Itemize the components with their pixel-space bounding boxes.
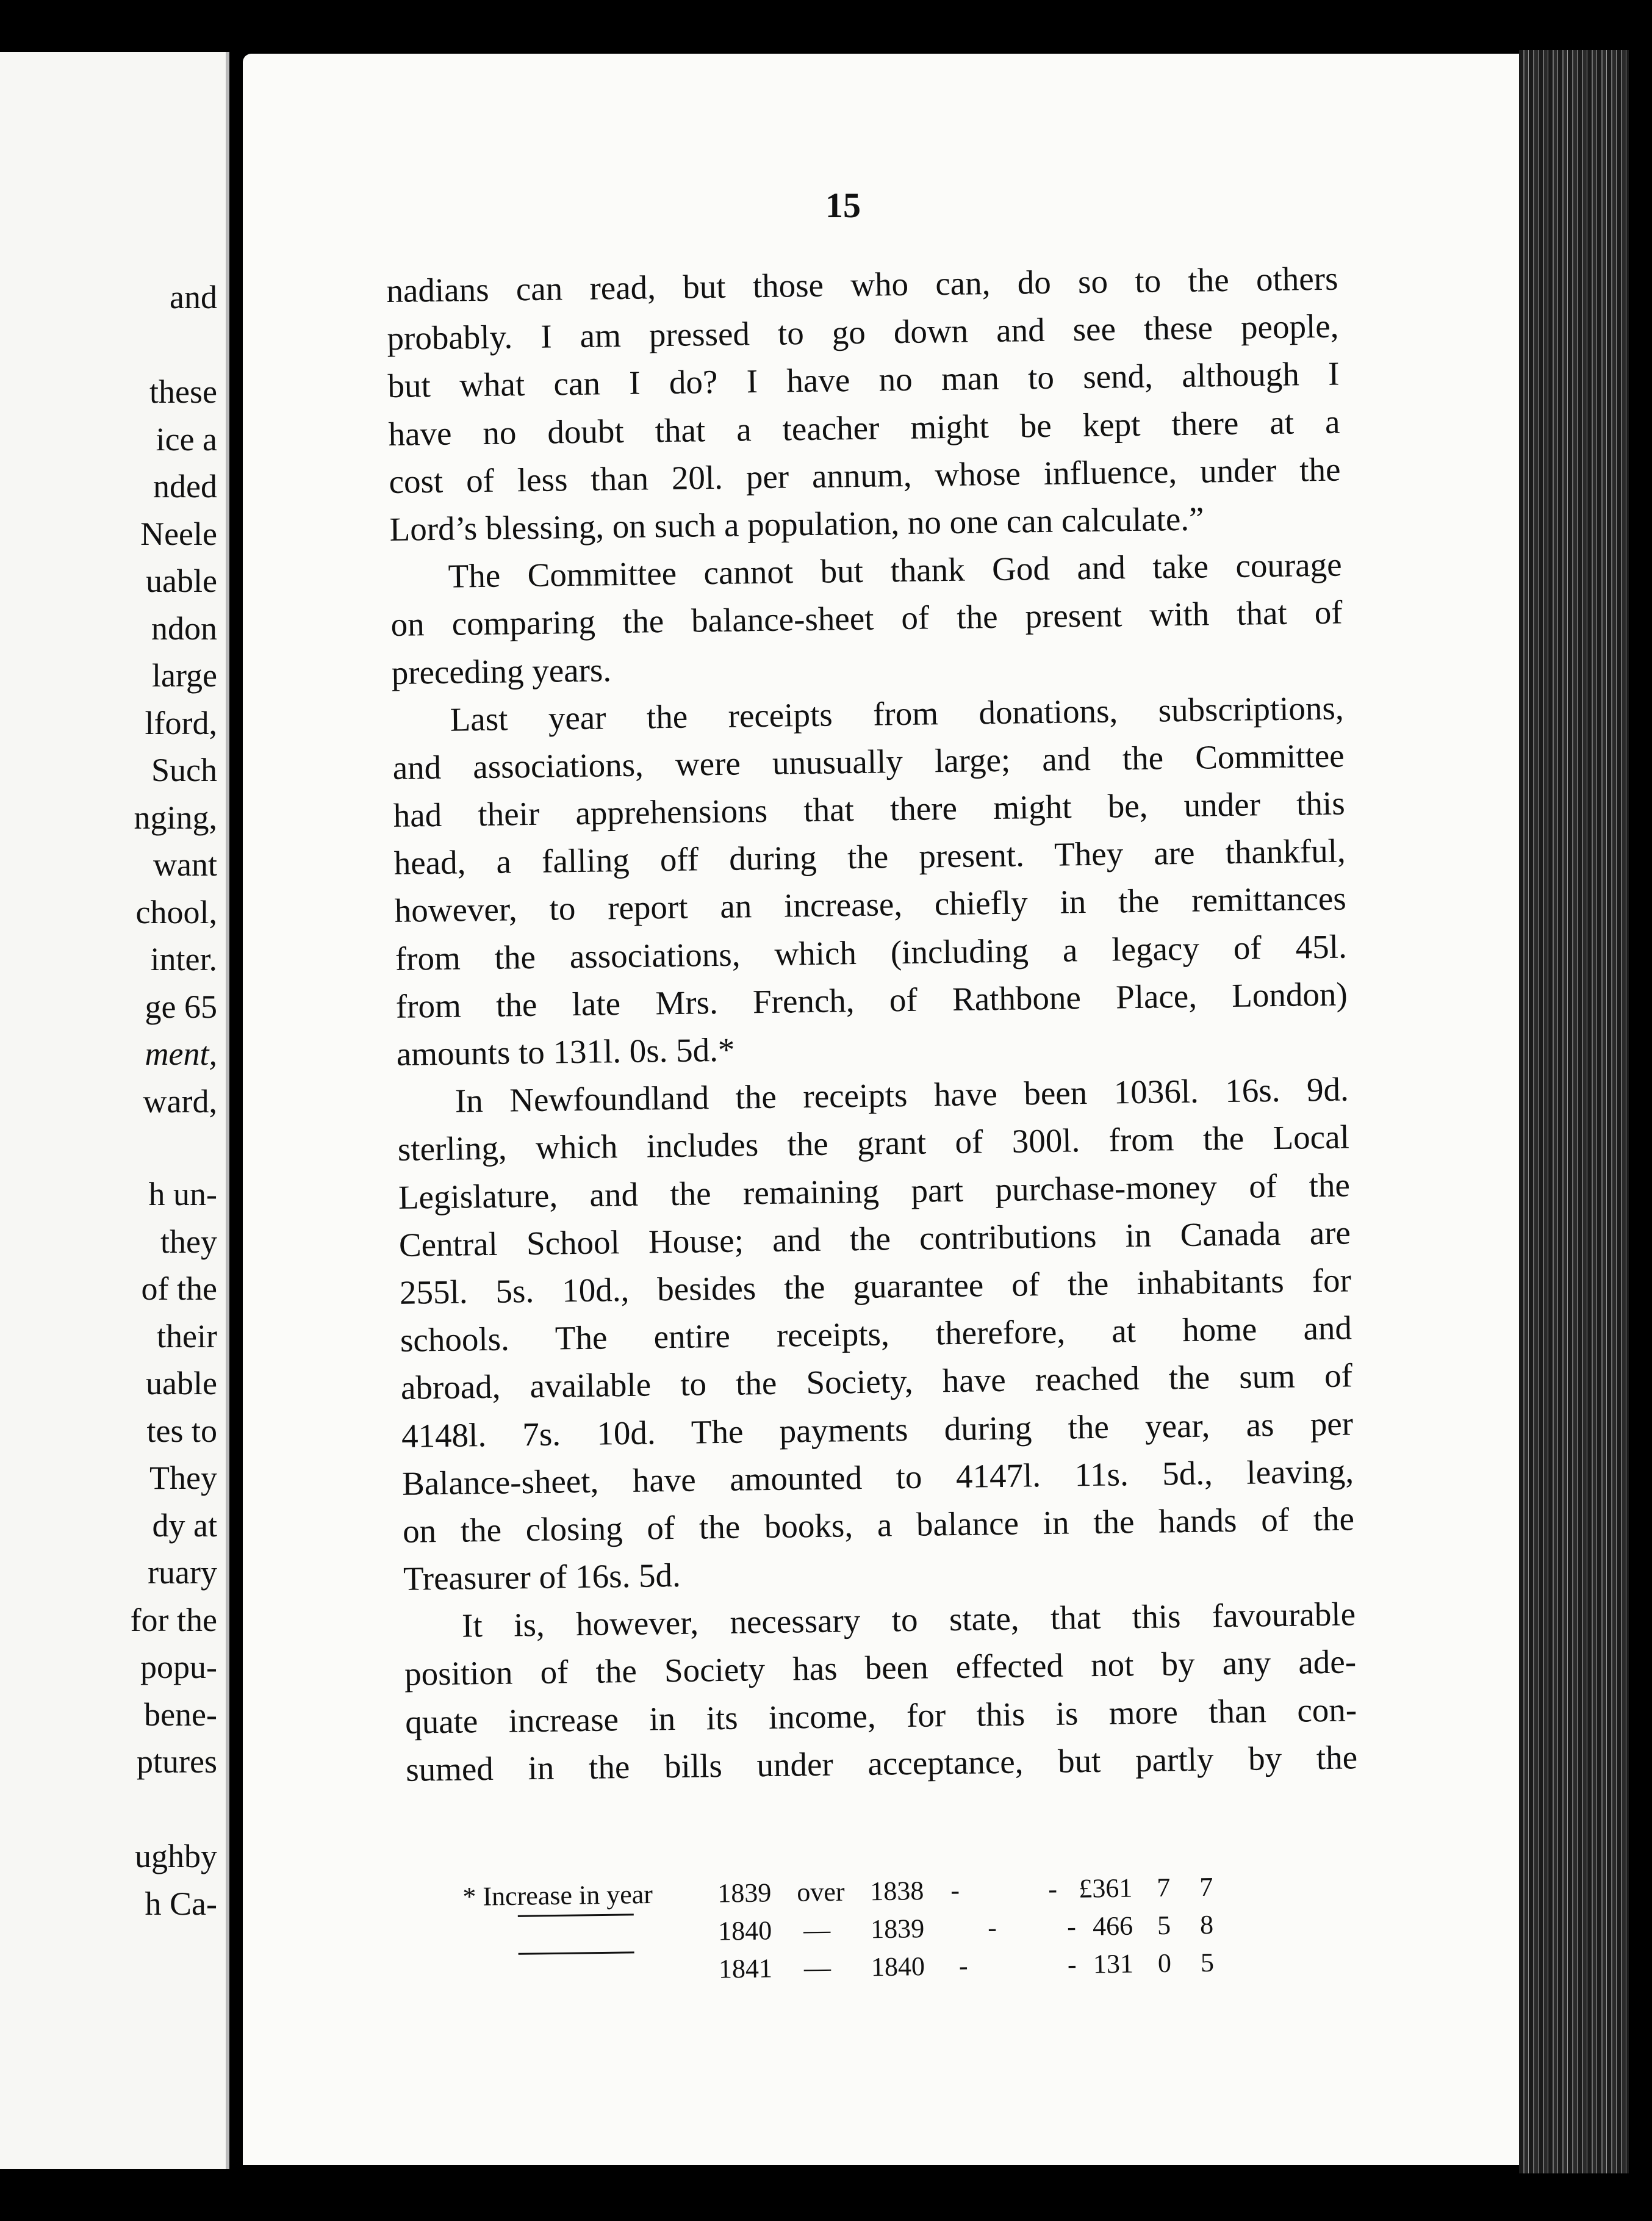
text-line: The Committee cannot but thank God and take courage (448, 545, 1342, 595)
footnote-year: 1840 (717, 1915, 772, 1946)
text-line: abroad, available to the Society, have reached the sum of (400, 1356, 1353, 1407)
left-page-fragment: ruary (148, 1554, 217, 1591)
text-line: amounts to 131l. 0s. 5d.* (396, 1031, 735, 1073)
text-line: from the late Mrs. French, of Rathbone Place, London) (395, 975, 1348, 1025)
left-page-fragment: ice a (156, 421, 217, 458)
left-page-fragment: ughby (135, 1838, 217, 1874)
footnote-dash: - (1067, 1949, 1077, 1980)
footnote-prev: 1839 (870, 1913, 925, 1945)
text-line: 4148l. 7s. 10d. The payments during the year, as per (401, 1404, 1354, 1455)
left-page-fragment: uable (146, 563, 217, 599)
left-page-fragment: ward, (143, 1083, 217, 1120)
text-line: Last year the receipts from donations, subscriptions, (450, 689, 1344, 738)
left-page-fragment: Such (151, 752, 217, 788)
footnote-prev: 1838 (870, 1876, 924, 1907)
body-text (386, 255, 1358, 1794)
text-line: on comparing the balance-sheet of the present with that of (390, 593, 1343, 644)
footnote-prev: 1840 (871, 1951, 925, 1982)
left-page-fragment: ment, (145, 1035, 217, 1072)
footnote-amount: 131 (1093, 1948, 1134, 1979)
left-page (0, 52, 229, 2169)
text-line: It is, however, necessary to state, that this favourable (461, 1595, 1356, 1644)
page-edges (1519, 50, 1629, 2173)
left-page-fragment: nded (153, 468, 217, 505)
left-page-fragment: chool, (135, 894, 217, 931)
text-line: In Newfoundland the receipts have been 1036l. 16s. 9d. (454, 1070, 1349, 1120)
left-page-fragment: inter. (150, 941, 217, 977)
footnote-dash: - (1066, 1911, 1077, 1942)
text-line: preceding years. (391, 650, 612, 691)
footnote (462, 1868, 1257, 1992)
left-page-fragment: h Ca- (145, 1885, 217, 1922)
text-line: from the associations, which (including a legacy of 45l. (395, 927, 1348, 977)
footnote-dash: - (1047, 1874, 1058, 1904)
left-page-fragment: uable (146, 1365, 217, 1402)
text-line: and associations, were unusually large; and the Committee (392, 736, 1345, 787)
footnote-year: 1841 (718, 1953, 773, 1984)
left-page-fragment: nging, (134, 799, 217, 836)
text-line: sterling, which includes the grant of 300l. from the Local (397, 1118, 1350, 1168)
left-page-fragment: They (149, 1460, 217, 1496)
left-page-fragment: they (160, 1223, 217, 1260)
footnote-pence: 5 (1200, 1947, 1215, 1978)
text-line: probably. I am pressed to go down and see these people, (387, 307, 1339, 358)
footnote-pence: 8 (1199, 1909, 1214, 1940)
left-page-fragment: these (149, 373, 217, 410)
left-page-fragment: ge 65 (145, 988, 217, 1025)
footnote-dash: - (958, 1951, 968, 1981)
text-line: Central School House; and the contributions in Canada are (398, 1214, 1351, 1264)
text-line: position of the Society has been effected not by any ade- (404, 1643, 1357, 1693)
text-line: but what can I do? I have no man to send, although I (387, 355, 1340, 405)
footnote-sep: — (803, 1915, 831, 1945)
text-line: however, to report an increase, chiefly in the remittances (394, 879, 1347, 930)
left-page-fragment: h un- (148, 1176, 217, 1212)
page-number: 15 (825, 185, 861, 225)
left-page-fragment: tes to (146, 1413, 217, 1449)
text-line: on the closing of the books, a balance in the hands of the (402, 1500, 1355, 1550)
footnote-dash: - (987, 1912, 997, 1943)
text-line: Legislature, and the remaining part purchase-money of the (398, 1166, 1351, 1216)
footnote-shillings: 7 (1156, 1872, 1171, 1903)
text-line: head, a falling off during the present. They are thankful, (393, 832, 1346, 882)
left-page-fragment: popu- (140, 1649, 217, 1685)
left-page-fragment: for the (130, 1602, 217, 1638)
text-line: Treasurer of 16s. 5d. (403, 1556, 681, 1597)
left-page-fragment: bene- (144, 1696, 217, 1733)
left-page-fragment: ptures (137, 1743, 217, 1780)
footnote-dash: - (950, 1875, 960, 1906)
text-line: have no doubt that a teacher might be kept there at a (388, 403, 1340, 453)
footnote-label: * Increase in year (462, 1879, 653, 1912)
footnote-shillings: 5 (1157, 1910, 1171, 1941)
left-page-fragment: lford, (145, 705, 217, 741)
footnote-amount: 466 (1092, 1910, 1133, 1942)
footnote-amount: £361 (1078, 1873, 1133, 1904)
left-page-fragment: dy at (152, 1507, 217, 1544)
left-page-fragment: Neele (140, 516, 217, 552)
right-page (243, 54, 1525, 2165)
left-page-fragment: want (153, 846, 217, 883)
text-line: cost of less than 20l. per annum, whose influence, under the (389, 450, 1341, 500)
footnote-sep: over (797, 1876, 845, 1907)
footnote-pence: 7 (1199, 1871, 1213, 1902)
footnote-sep: — (803, 1953, 831, 1983)
left-page-fragment: ndon (151, 610, 217, 647)
text-line: Lord’s blessing, on such a population, no one can calculate.” (389, 500, 1204, 548)
text-line: nadians can read, but those who can, do so to the others (386, 259, 1338, 309)
text-line: schools. The entire receipts, therefore, at home and (400, 1309, 1352, 1359)
text-line: sumed in the bills under acceptance, but partly by the (405, 1738, 1358, 1788)
left-page-fragment: large (152, 657, 217, 694)
left-page-fragment: and (170, 279, 217, 315)
text-line: quate increase in its income, for this is more than con- (404, 1691, 1357, 1741)
footnote-year: 1839 (717, 1877, 772, 1909)
text-line: had their apprehensions that there might be, under this (393, 784, 1346, 834)
text-line: 255l. 5s. 10d., besides the guarantee of the inhabitants for (399, 1261, 1352, 1311)
left-page-fragment: of the (141, 1270, 217, 1307)
left-page-fragment: their (157, 1318, 217, 1355)
footnote-shillings: 0 (1157, 1948, 1172, 1979)
text-line: Balance-sheet, have amounted to 4147l. 11s. 5d., leaving, (401, 1452, 1354, 1502)
